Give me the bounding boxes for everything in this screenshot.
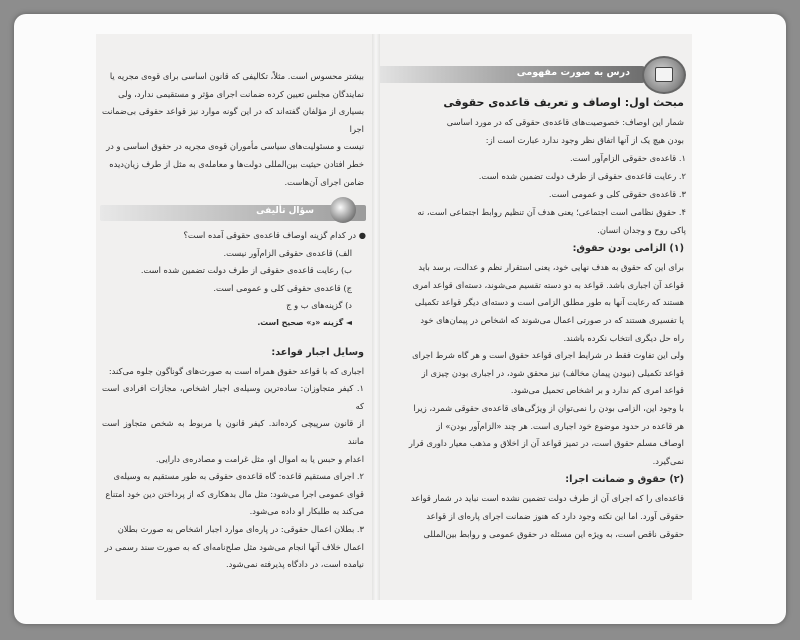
text-line: از قانون سرپیچی کرده‌اند. کیفر قانون یا مربوط به شخص متجاوز است مانند [102,418,364,447]
text-line: نیامده است، در دادگاه پذیرفته نمی‌شود. [225,559,364,570]
text-line: قواعد امری کم ندارد و بر اشخاص تحمیل می‌شود. [510,385,684,396]
quiz-answer: ◄ گزینه «د» صحیح است. [257,317,352,327]
text-line: می‌کند به طلبکار او داده می‌شود. [249,506,364,517]
quiz-question: ● در کدام گزینه اوصاف قاعده‌ی حقوقی آمده است؟ [183,230,366,241]
text-line: بودن هیچ یک از آنها اتفاق نظر وجود ندارد عبارت است از: [485,134,684,145]
quiz-title: سؤال تألیفی [256,206,314,217]
text-line: حقوقی ناقص است، به ویژه این مسئله در حقوق عمومی و روابط بین‌المللی [423,528,684,539]
text-line: قاعده‌ای را که اجرای آن از طرف دولت تضمین نشده است نباید در شمار قواعد [410,493,684,504]
text-line: نمی‌گیرد. [652,455,684,466]
text-line: خطر افتادن حیثیت بین‌المللی دولت‌ها و معامله‌ی به مثل از طرف زیان‌دیده [109,158,364,169]
text-line: راه حل دیگری انتخاب نکرده باشند. [563,332,684,343]
text-line: نیست و مسئولیت‌های سیاسی مأموران قوه‌ی مجریه در حقوق اساسی و در [106,141,364,152]
text-line: اعمال خلاف آنها انجام می‌شود مثل صلح‌نامه‌ای که به صورت سند رسمی در [104,541,364,552]
lesson-banner [380,56,692,88]
quiz-option: د) گزینه‌های ب و ج [286,300,352,311]
banner-title: درس به صورت مفهومی [516,67,630,78]
left-intro [96,68,372,191]
quiz-option: ج) قاعده‌ی حقوقی کلی و عمومی است. [213,282,352,293]
section1-text [380,259,692,470]
text-line: اوصاف مسلم حقوق است، در تمیز قواعد آن از اخلاق و مذهب معیار داوری قرار [408,438,684,449]
text-line: بسیاری از مؤلفان گفته‌اند که در این گونه موارد نیز قواعد حقوقی بی‌ضمانت اجرا [102,106,364,134]
book-stack-icon [642,56,686,94]
section-heading: (۲) حقوق و ضمانت اجرا: [565,474,684,486]
text-line: قواعد تکمیلی (نبودن پیمان مخالف) نیز محقق شود، در اجباری بودن چیزی از [421,367,684,378]
list-item: ۳. قاعده‌ی حقوقی کلی و عمومی است. [548,189,686,200]
right-page [380,34,692,600]
text-line: ۲. اجرای مستقیم قاعده: گاه قاعده‌ی حقوقی به طور مستقیم به وسیله‌ی [113,471,364,482]
text-line: یا تفسیری هستند که در صورتی اعمال می‌شوند که اشخاص در پیمان‌های خود [420,314,684,325]
text-line: ۳. بطلان اعمال حقوقی: در پاره‌ای موارد اجبار اشخاص به صورت بطلان [117,524,364,534]
banner-bar [380,66,646,83]
text-line: اعدام و حبس یا به اموال او، مثل غرامت و مصادره‌ی دارایی. [155,453,364,464]
text-line: قواعد آن اجباری باشد. قواعد به دو دسته تقسیم می‌شوند، دسته‌ای قواعد امری [412,279,684,290]
chapter-title: مبحث اول: اوصاف و تعریف قاعده‌ی حقوقی [443,96,684,109]
text-line: ولی این تفاوت فقط در شرایط اجرای قواعد حقوق است و هر گاه شرط اجرای [412,350,684,361]
text-line: هستند که رعایت آنها به طور مطلق الزامی است و دسته‌ای دیگر قواعد تکمیلی [414,297,684,308]
enforcement-text [96,363,372,574]
quiz-option: الف) قاعده‌ی حقوقی الزام‌آور نیست. [223,247,352,258]
text-line: برای این که حقوق به هدف نهایی خود، یعنی استقرار نظم و عدالت، برسد باید [418,262,684,273]
left-page [96,34,372,600]
list-item: ۲. رعایت قاعده‌ی حقوقی از طرف دولت تضمین شده است. [478,171,686,182]
text-line: ضامن اجرای آن‌هاست. [284,176,364,187]
text-line: شمار این اوصاف: خصوصیت‌های قاعده‌ی حقوقی که در مورد اساسی [446,117,684,127]
text-line: هر قاعده در حدود موضوع خود اجباری است. هر چند «الزام‌آور بودن» از [436,420,684,431]
answer-text: گزینه «د» صحیح است. [257,317,344,327]
text-line: حقوقی آورد. اما این نکته وجود دارد که هنوز ضمانت اجرای پاره‌ای از قواعد [426,510,684,521]
quiz-banner [100,205,366,221]
text-line: قوای عمومی اجرا می‌شود: مثل مال بدهکاری که از پرداختن دین خود امتناع [105,488,364,499]
list-item: ۱. قاعده‌ی حقوقی الزام‌آور است. [569,153,686,164]
list-item: پاکی روح و وجدان انسان. [597,225,686,236]
question-text: در کدام گزینه اوصاف قاعده‌ی حقوقی آمده است؟ [183,230,357,241]
text-line: ۱. کیفر متجاوزان: ساده‌ترین وسیله‌ی اجبار اشخاص، مجازات افرادی است که [102,383,364,411]
section-heading: (۱) الزامی بودن حقوق: [572,243,684,255]
quiz-option: ب) رعایت قاعده‌ی حقوقی از طرف دولت تضمین شده است. [140,265,352,276]
right-intro [380,114,692,149]
text-line: بیشتر محسوس است. مثلاً، تکالیفی که قانون اساسی برای قوه‌ی مجریه یا [109,71,364,81]
section-heading: وسایل اجبار قواعد: [271,346,364,358]
book-gutter [372,34,380,600]
text-line: نمایندگان مجلس تعیین کرده ضمانت اجرای مؤثر و مستقیمی ندارد، ولی [118,88,364,99]
text-line: اجباری که با قواعد حقوق همراه است به صورت‌های گوناگون جلوه می‌کند: [108,365,364,376]
list-item: ۴. حقوق نظامی است اجتماعی؛ یعنی هدف آن تنظیم روابط اجتماعی است، نه [417,207,686,218]
text-line: با وجود این، الزامی بودن را نمی‌توان از ویژگی‌های قاعده‌ی حقوقی شمرد، زیرا [413,402,684,413]
sphere-icon [330,197,356,223]
section2-text [380,490,692,543]
